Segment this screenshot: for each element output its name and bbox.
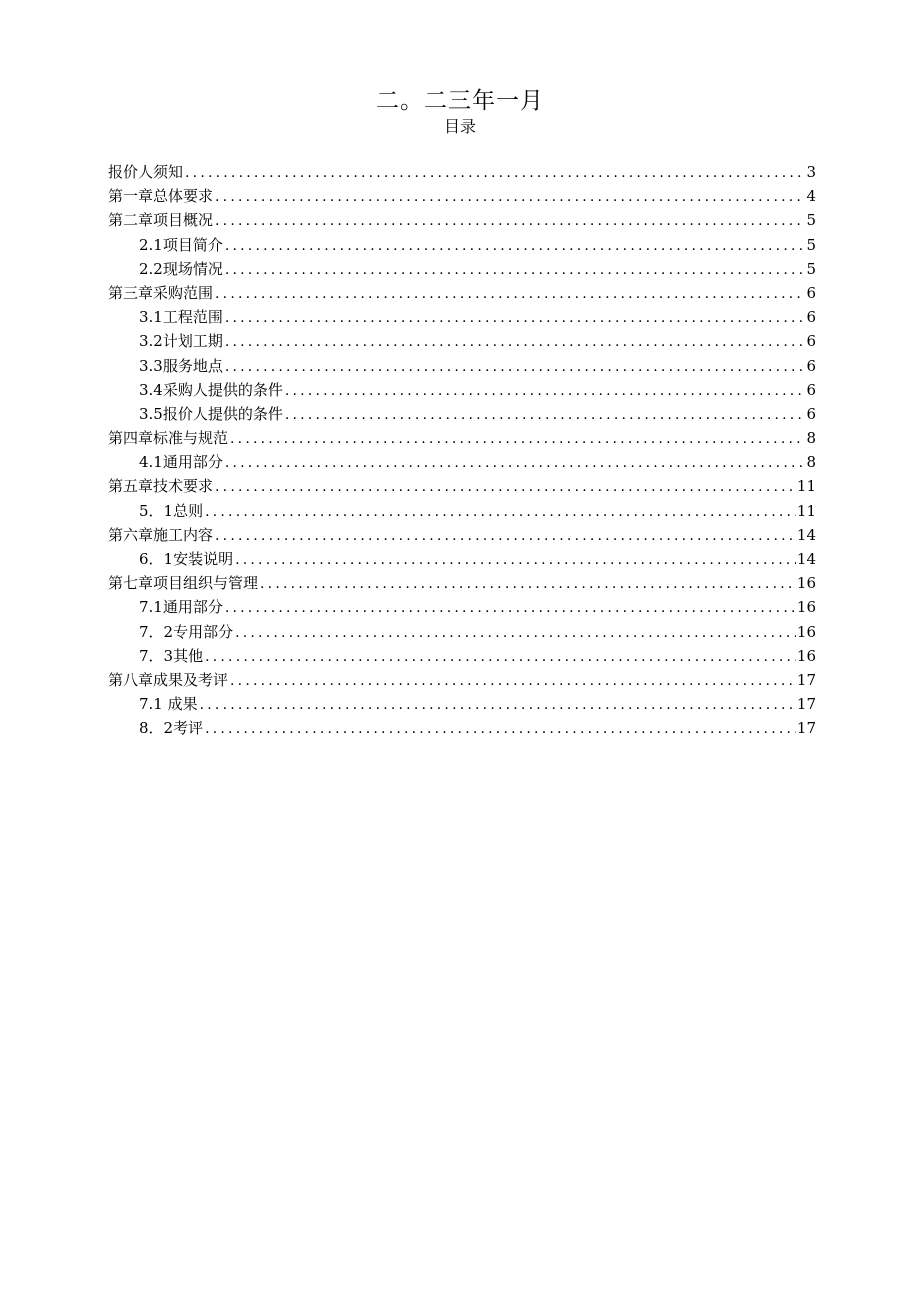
toc-entry-label: 2.2现场情况 [139, 259, 223, 278]
toc-entry[interactable] [108, 402, 816, 426]
toc-entry-page-number: 6 [806, 356, 816, 375]
toc-entry[interactable] [108, 208, 816, 232]
toc-entry-page-number: 5 [806, 259, 816, 278]
toc-entry[interactable] [108, 450, 816, 474]
toc-entry-label: 8．2考评 [139, 719, 204, 738]
toc-entry-label: 第六章施工内容 [108, 525, 214, 544]
toc-entry-page-number: 16 [796, 646, 816, 665]
toc-entry-page-number: 6 [806, 332, 816, 351]
toc-dot-leader [225, 355, 806, 379]
toc-entry-page-number: 8 [806, 453, 816, 472]
toc-entry-label: 第八章成果及考评 [108, 670, 229, 689]
toc-dot-leader [225, 258, 806, 282]
toc-dot-leader [215, 185, 805, 209]
toc-entry-page-number: 17 [796, 695, 816, 714]
toc-entry-label: 第二章项目概况 [108, 211, 214, 230]
toc-entry-page-number: 16 [796, 598, 816, 617]
toc-entry[interactable] [108, 644, 816, 668]
toc-entry-page-number: 6 [806, 380, 816, 399]
toc-entry-page-number: 16 [796, 622, 816, 641]
toc-entry[interactable] [108, 329, 816, 353]
toc-entry-page-number: 5 [806, 235, 816, 254]
toc-dot-leader [205, 717, 796, 741]
toc-dot-leader [235, 621, 796, 645]
toc-entry-page-number: 11 [796, 501, 816, 520]
toc-entry-page-number: 14 [796, 525, 816, 544]
toc-entry[interactable] [108, 426, 816, 450]
toc-dot-leader [230, 427, 805, 451]
toc-dot-leader [260, 572, 796, 596]
toc-dot-leader [225, 330, 806, 354]
toc-entry-label: 7.1通用部分 [139, 598, 223, 617]
toc-entry-label: 7．2专用部分 [139, 622, 234, 641]
toc-entry-page-number: 6 [806, 404, 816, 423]
toc-entry-label: 3.3服务地点 [139, 356, 223, 375]
toc-entry[interactable] [108, 620, 816, 644]
toc-dot-leader [225, 306, 806, 330]
toc-dot-leader [205, 645, 796, 669]
toc-entry[interactable] [108, 474, 816, 498]
toc-entry[interactable] [108, 281, 816, 305]
toc-entry-label: 第四章标准与规范 [108, 429, 229, 448]
toc-entry-page-number: 14 [796, 550, 816, 568]
toc-entry-label: 7.1 成果 [139, 695, 198, 714]
toc-entry-page-number: 8 [806, 429, 816, 448]
toc-dot-leader [185, 161, 805, 185]
toc-entry-label: 第五章技术要求 [108, 477, 214, 496]
document-date: 二。二三年一月 [376, 88, 544, 114]
toc-entry-label: 3.4采购人提供的条件 [139, 380, 283, 399]
toc-entry-page-number: 5 [806, 211, 816, 230]
toc-dot-leader [225, 451, 806, 475]
toc-entry-page-number: 17 [796, 719, 816, 738]
toc-entry-label: 报价人须知 [108, 163, 184, 181]
toc-entry[interactable] [108, 668, 816, 692]
toc-dot-leader [215, 282, 805, 306]
toc-entry-label: 第三章采购范围 [108, 283, 214, 302]
toc-entry-page-number: 6 [806, 308, 816, 327]
toc-entry-page-number: 16 [796, 574, 816, 593]
toc-dot-leader [215, 209, 805, 233]
toc-entry[interactable] [108, 547, 816, 571]
toc-entry-page-number: 6 [806, 283, 816, 302]
toc-dot-leader [225, 234, 806, 258]
toc-entry[interactable] [108, 378, 816, 402]
toc-entry[interactable] [108, 571, 816, 595]
toc-entry-label: 5．1总则 [139, 501, 204, 520]
toc-dot-leader [215, 475, 796, 499]
toc-dot-leader [225, 596, 796, 620]
toc-entry[interactable] [108, 716, 816, 740]
toc-entry-page-number: 17 [796, 670, 816, 689]
toc-entry-label: 第七章项目组织与管理 [108, 574, 259, 593]
toc-dot-leader [285, 379, 806, 403]
toc-entry-page-number: 4 [806, 187, 816, 206]
toc-dot-leader [285, 403, 806, 427]
toc-dot-leader [205, 500, 796, 524]
toc-dot-leader [200, 693, 796, 717]
toc-entry[interactable] [108, 595, 816, 619]
toc-entry-label: 7．3其他 [139, 646, 204, 665]
toc-entry-label: 6．1安装说明 [139, 550, 234, 568]
toc-entry[interactable] [108, 499, 816, 523]
table-of-contents [108, 160, 816, 741]
toc-entry-label: 第一章总体要求 [108, 187, 214, 206]
toc-dot-leader [230, 669, 796, 693]
toc-entry-label: 3.1工程范围 [139, 308, 223, 327]
toc-entry[interactable] [108, 184, 816, 208]
toc-entry-label: 3.5报价人提供的条件 [139, 404, 283, 423]
toc-entry[interactable] [108, 692, 816, 716]
toc-entry[interactable] [108, 160, 816, 184]
toc-entry[interactable] [108, 523, 816, 547]
toc-dot-leader [235, 548, 796, 572]
toc-entry-page-number: 3 [806, 163, 816, 181]
toc-entry-page-number: 11 [796, 477, 816, 496]
toc-title: 目录 [443, 117, 476, 136]
toc-entry-label: 2.1项目简介 [139, 235, 223, 254]
toc-entry[interactable] [108, 233, 816, 257]
toc-entry[interactable] [108, 257, 816, 281]
toc-entry[interactable] [108, 354, 816, 378]
toc-entry[interactable] [108, 305, 816, 329]
toc-entry-label: 3.2计划工期 [139, 332, 223, 351]
toc-entry-label: 4.1通用部分 [139, 453, 223, 472]
toc-dot-leader [215, 524, 796, 548]
